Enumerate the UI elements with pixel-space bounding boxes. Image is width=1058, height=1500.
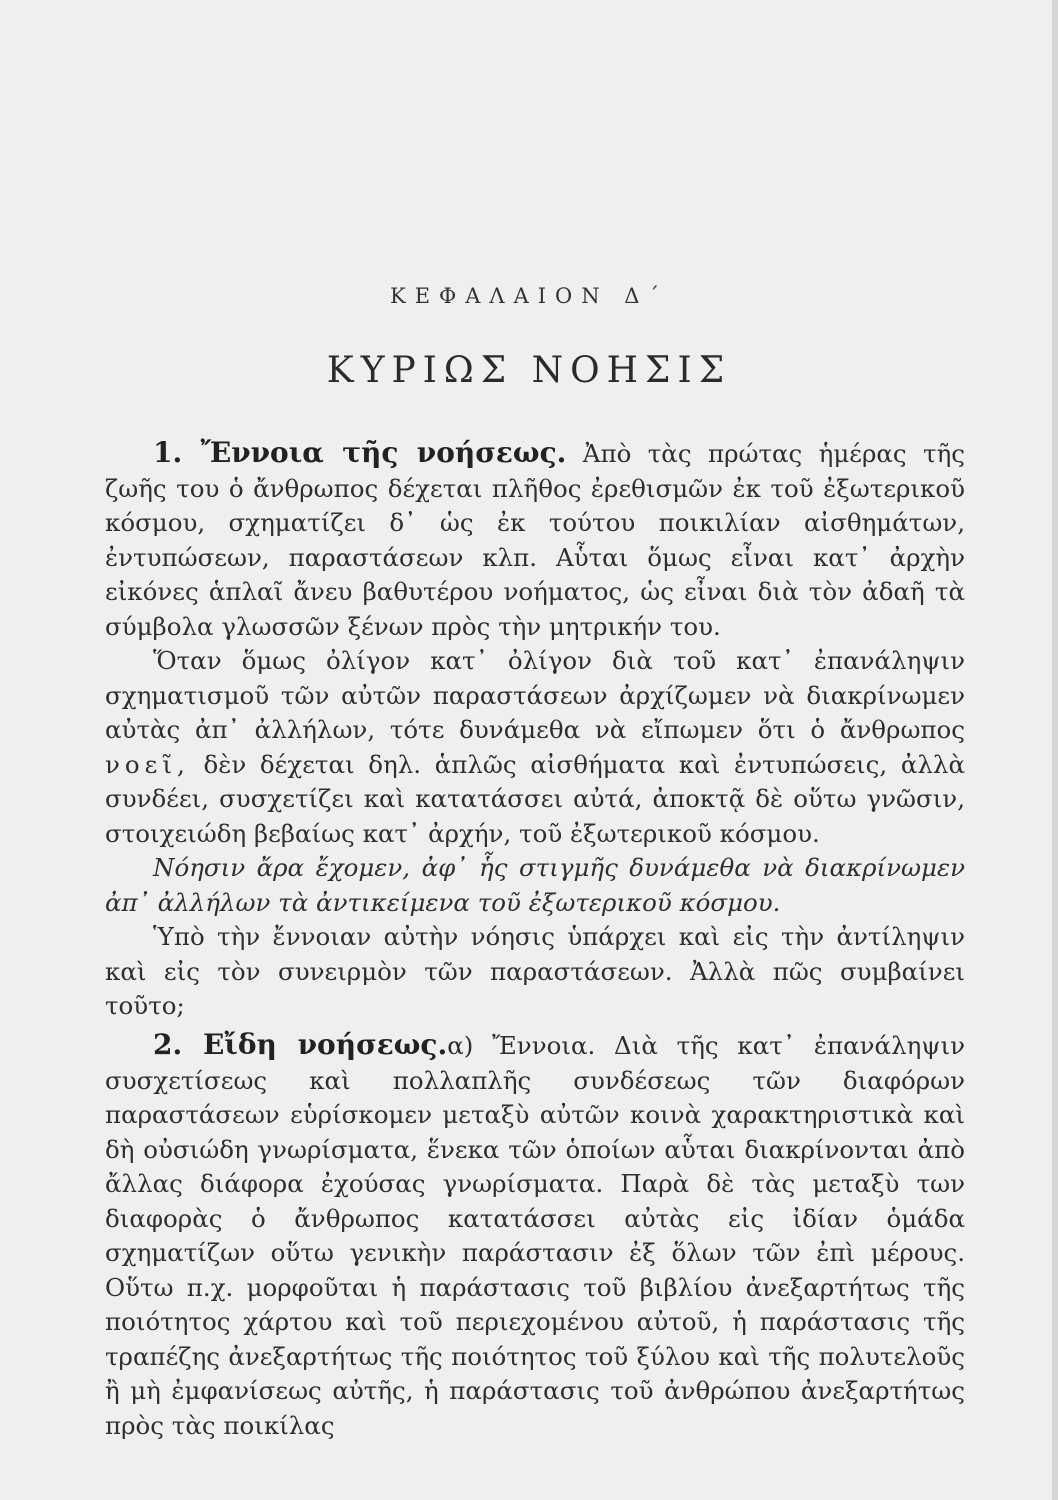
section-1-text-2a: Ὅταν ὅμως ὀλίγον κατ᾽ ὀλίγον διὰ τοῦ κατ᾽ ἐπανάληψιν σχηματισμοῦ τῶν αὐτῶν παραστάσεων ἀρχίζωμεν νὰ διακρίνωμεν αὐτὰς ἀπ᾽ ἀλλήλων, τότε δυνάμεθα νὰ εἴπωμεν ὅτι ὁ ἄνθρωπος [105, 646, 965, 744]
section-1-paragraph-4: Ὑπὸ τὴν ἔννοιαν αὐτὴν νόησις ὑπάρχει καὶ εἰς τὴν ἀντίληψιν καὶ εἰς τὸν συνειρμὸν τῶν παραστάσεων. Ἀλλὰ πῶς συμβαίνει τοῦτο; [105, 922, 965, 1020]
section-2-text-1: α) Ἔννοια. Διὰ τῆς κατ᾽ ἐπανάληψιν συσχετίσεως καὶ πολλαπλῆς συνδέσεως τῶν διαφόρων παραστάσεων εὑρίσκομεν μεταξὺ αὐτῶν κοινὰ χαρακτηριστικὰ καὶ δὴ οὐσιώδη γνωρίσματα, ἕνεκα τῶν ὁποίων αὗται διακρίνονται ἀπὸ ἄλλας διάφορα ἐχούσας γνωρίσματα. Παρὰ δὲ τὰς μεταξὺ των διαφορὰς ὁ ἄνθρωπος κατατάσσει αὐτὰς εἰς ἰδίαν ὁμάδα σχηματίζων οὕτω γενικὴν παράστασιν ἐξ ὅλων τῶν ἐπὶ μέρους. Οὕτω π.χ. μορφοῦται ἡ παράστασις τοῦ βιβλίου ἀνεξαρτήτως τῆς ποιότητος χάρτου καὶ τοῦ περιεχομένου αὐτοῦ, ἡ παράστασις τῆς τραπέζης ἀνεξαρτήτως τῆς ποιότητος τοῦ ξύλου καὶ τῆς πολυτελοῦς ἢ μὴ ἐμφανίσεως αὐτῆς, ἡ παράστασις τοῦ ἀνθρώπου ἀνεξαρτήτως πρὸς τὰς ποικίλας [105, 1031, 965, 1440]
section-1-emphasis: νοεῖ, [105, 749, 190, 779]
section-1-text-1: Ἀπὸ τὰς πρώτας ἡμέρας τῆς ζωῆς του ὁ ἄνθρωπος δέχεται πλῆθος ἐρεθισμῶν ἐκ τοῦ ἐξωτερικοῦ κόσμου, σχηματίζει δ᾽ ὡς ἐκ τούτου ποικιλίαν αἰσθημάτων, ἐντυπώσεων, παραστάσεων κλπ. Αὗται ὅμως εἶναι κατ᾽ ἀρχὴν εἰκόνες ἁπλαῖ ἄνευ βαθυτέρου νοήματος, ὡς εἶναι διὰ τὸν ἀδαῆ τὰ σύμβολα γλωσσῶν ξένων πρὸς τὴν μητρικήν του. [105, 439, 965, 641]
section-2-heading: 2. Εἴδη νοήσεως. [153, 1028, 448, 1061]
section-1-paragraph-3: Νόησιν ἄρα ἔχομεν, ἀφ᾽ ἧς στιγμῆς δυνάμεθα νὰ διακρίνωμεν ἀπ᾽ ἀλλήλων τὰ ἀντικείμενα τοῦ ἐξωτερικοῦ κόσμου. [105, 853, 965, 917]
chapter-label: ΚΕΦΑΛΑΙΟΝ Δ΄ [390, 284, 668, 308]
section-1-paragraph-1 [105, 436, 965, 644]
section-1-paragraph-2 [105, 644, 965, 851]
section-2 [105, 1028, 965, 1443]
section-1-text-2b: δὲν δέχεται δηλ. ἁπλῶς αἰσθήματα καὶ ἐντυπώσεις, ἀλλὰ συνδέει, συσχετίζει καὶ κατατάσσει αὐτά, ἀποκτᾷ δὲ οὕτω γνῶσιν, στοιχειώδη βεβαίως κατ᾽ ἀρχήν, τοῦ ἐξωτερικοῦ κόσμου. [105, 749, 965, 848]
chapter-title: ΚΥΡΙΩΣ ΝΟΗΣΙΣ [326, 350, 732, 391]
section-1 [105, 436, 965, 1024]
section-2-paragraph-1 [105, 1028, 965, 1443]
section-1-heading: 1. Ἔννοια τῆς νοήσεως. [153, 436, 567, 469]
